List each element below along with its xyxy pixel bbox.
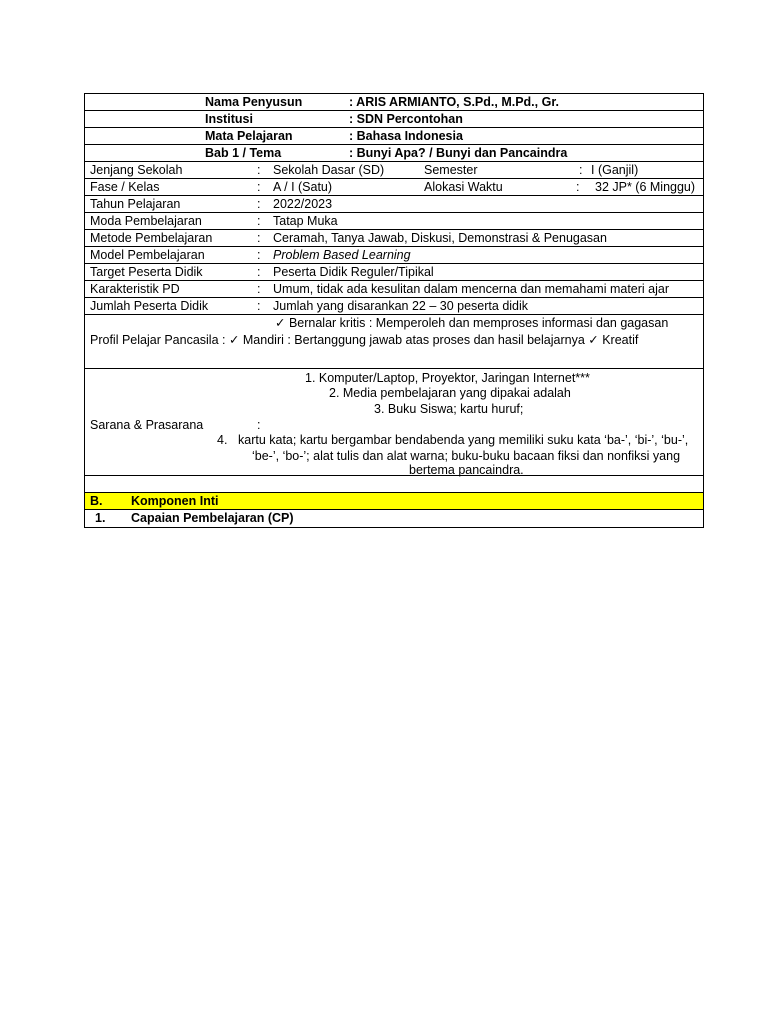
spacer-row [85, 476, 703, 493]
info-colon: : [257, 248, 261, 262]
section-1-number: 1. [95, 511, 106, 525]
info-row-moda [85, 213, 703, 230]
header-label: Nama Penyusun [205, 95, 303, 109]
profil-line-2: Profil Pelajar Pancasila : ✓ Mandiri : Bertanggung jawab atas proses dan hasil belajarnya ✓ Kreatif [90, 333, 639, 347]
header-label: Institusi [205, 112, 253, 126]
header-row-institusi [85, 111, 703, 128]
sarana-item-3: 3. Buku Siswa; kartu huruf; [374, 402, 524, 416]
sarana-item-4-line-3: bertema pancaindra. [409, 463, 524, 477]
info-label-alokasi: Alokasi Waktu [424, 180, 503, 194]
section-b-title: Komponen Inti [131, 494, 219, 508]
info-label: Model Pembelajaran [90, 248, 205, 262]
info-colon: : [576, 180, 580, 194]
section-b-row [85, 493, 703, 510]
info-colon: : [579, 163, 583, 177]
profil-line-1: ✓ Bernalar kritis : Memperoleh dan memproses informasi dan gagasan [275, 316, 669, 330]
info-value: Umum, tidak ada kesulitan dalam mencerna dan memahami materi ajar [273, 282, 670, 296]
info-colon: : [257, 299, 261, 313]
info-row-karakteristik [85, 281, 703, 298]
header-label: Mata Pelajaran [205, 129, 293, 143]
info-row-fase [85, 179, 703, 196]
section-1-title: Capaian Pembelajaran (CP) [131, 511, 294, 525]
info-value: Problem Based Learning [273, 248, 411, 262]
info-value: Ceramah, Tanya Jawab, Diskusi, Demonstrasi & Penugasan [273, 231, 607, 245]
header-row-penyusun [85, 94, 703, 111]
info-label: Jumlah Peserta Didik [90, 299, 209, 313]
info-value: Jumlah yang disarankan 22 – 30 peserta didik [273, 299, 529, 313]
info-label: Target Peserta Didik [90, 265, 203, 279]
info-label-semester: Semester [424, 163, 478, 177]
info-colon: : [257, 197, 261, 211]
info-row-tahun [85, 196, 703, 213]
sarana-row [85, 369, 703, 476]
info-value: 2022/2023 [273, 197, 333, 211]
info-row-target [85, 264, 703, 281]
info-colon: : [257, 265, 261, 279]
info-value: A / I (Satu) [273, 180, 333, 194]
info-row-model [85, 247, 703, 264]
header-label: Bab 1 / Tema [205, 146, 282, 160]
sarana-item-1: 1. Komputer/Laptop, Proyektor, Jaringan Internet*** [305, 371, 590, 385]
info-colon: : [257, 231, 261, 245]
section-1-row [85, 510, 703, 527]
info-value: Tatap Muka [273, 214, 338, 228]
info-colon: : [257, 282, 261, 296]
info-label: Fase / Kelas [90, 180, 160, 194]
profil-row [85, 315, 703, 369]
info-colon: : [257, 163, 261, 177]
info-value-alokasi: 32 JP* (6 Minggu) [595, 180, 696, 194]
info-value-semester: I (Ganjil) [591, 163, 639, 177]
info-label: Moda Pembelajaran [90, 214, 202, 228]
sarana-label: Sarana & Prasarana [90, 418, 204, 432]
header-value: : SDN Percontohan [349, 112, 463, 126]
sarana-item-2: 2. Media pembelajaran yang dipakai adalah [329, 386, 571, 400]
lesson-plan-table [84, 93, 704, 528]
info-label: Metode Pembelajaran [90, 231, 213, 245]
info-colon: : [257, 214, 261, 228]
info-colon: : [257, 180, 261, 194]
sarana-item-4-line-1: kartu kata; kartu bergambar bendabenda yang memiliki suku kata ‘ba-’, ‘bi-’, ‘bu-’, [238, 433, 689, 447]
header-row-mapel [85, 128, 703, 145]
info-label: Tahun Pelajaran [90, 197, 181, 211]
sarana-item-4-number: 4. [217, 433, 228, 447]
info-row-metode [85, 230, 703, 247]
info-value: Sekolah Dasar (SD) [273, 163, 385, 177]
info-label: Jenjang Sekolah [90, 163, 183, 177]
section-b-number: B. [90, 494, 103, 508]
header-row-bab [85, 145, 703, 162]
info-label: Karakteristik PD [90, 282, 180, 296]
sarana-item-4-line-2: ‘be-’, ‘bo-’; alat tulis dan alat warna; buku-buku bacaan fiksi dan nonfiksi yang [252, 449, 681, 463]
header-value: : Bahasa Indonesia [349, 129, 463, 143]
info-row-jumlah [85, 298, 703, 315]
info-row-jenjang [85, 162, 703, 179]
sarana-colon: : [257, 418, 261, 432]
info-value: Peserta Didik Reguler/Tipikal [273, 265, 434, 279]
header-value: : Bunyi Apa? / Bunyi dan Pancaindra [349, 146, 568, 160]
header-value: : ARIS ARMIANTO, S.Pd., M.Pd., Gr. [349, 95, 559, 109]
